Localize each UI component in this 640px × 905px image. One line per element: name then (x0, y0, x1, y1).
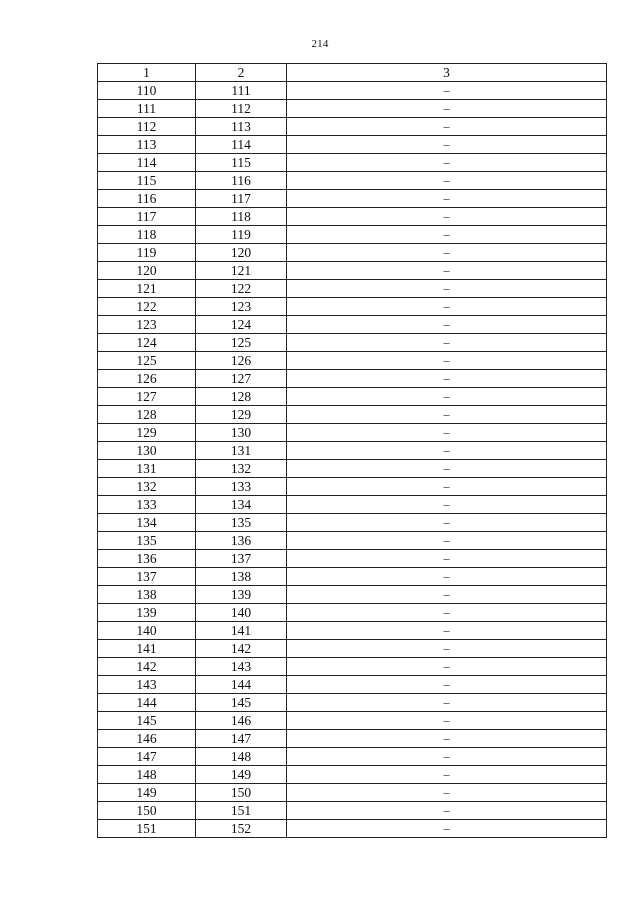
table-cell-col-1: 119 (98, 244, 196, 262)
table-cell-col-3: – (287, 442, 607, 460)
table-cell-col-2: 146 (196, 712, 287, 730)
table-cell-col-2: 114 (196, 136, 287, 154)
table-cell-col-3: – (287, 406, 607, 424)
table-cell-col-2: 136 (196, 532, 287, 550)
table-cell-col-1: 129 (98, 424, 196, 442)
table-cell-col-3: – (287, 370, 607, 388)
table-cell-col-3: – (287, 730, 607, 748)
table-cell-col-3: – (287, 784, 607, 802)
table-body (98, 82, 607, 838)
table-cell-col-2: 148 (196, 748, 287, 766)
table-cell-col-3: – (287, 622, 607, 640)
table-cell-col-3: – (287, 658, 607, 676)
table-cell-col-2: 112 (196, 100, 287, 118)
table-row (98, 82, 607, 100)
table-row (98, 550, 607, 568)
table-cell-col-1: 150 (98, 802, 196, 820)
table-cell-col-1: 135 (98, 532, 196, 550)
table-row (98, 226, 607, 244)
table-cell-col-1: 123 (98, 316, 196, 334)
table-cell-col-1: 136 (98, 550, 196, 568)
table-cell-col-2: 140 (196, 604, 287, 622)
table-cell-col-2: 144 (196, 676, 287, 694)
table-cell-col-2: 128 (196, 388, 287, 406)
table-cell-col-2: 143 (196, 658, 287, 676)
table-row (98, 658, 607, 676)
table-cell-col-3: – (287, 640, 607, 658)
table-cell-col-2: 152 (196, 820, 287, 838)
table-row (98, 730, 607, 748)
table-cell-col-1: 124 (98, 334, 196, 352)
table-cell-col-1: 143 (98, 676, 196, 694)
table-cell-col-2: 135 (196, 514, 287, 532)
table-cell-col-3: – (287, 118, 607, 136)
table-cell-col-3: – (287, 154, 607, 172)
table-cell-col-1: 111 (98, 100, 196, 118)
table-cell-col-1: 126 (98, 370, 196, 388)
table-row (98, 262, 607, 280)
table-cell-col-2: 138 (196, 568, 287, 586)
table-cell-col-1: 120 (98, 262, 196, 280)
table-row (98, 172, 607, 190)
table-cell-col-2: 122 (196, 280, 287, 298)
table-row (98, 406, 607, 424)
table-row (98, 424, 607, 442)
table-cell-col-1: 151 (98, 820, 196, 838)
table-cell-col-3: – (287, 298, 607, 316)
table-cell-col-2: 132 (196, 460, 287, 478)
table-row (98, 604, 607, 622)
table-cell-col-3: – (287, 190, 607, 208)
table-row (98, 748, 607, 766)
table-cell-col-1: 122 (98, 298, 196, 316)
table-row (98, 388, 607, 406)
table-cell-col-3: – (287, 208, 607, 226)
column-header-3: 3 (287, 64, 607, 82)
table-header-row (98, 64, 607, 82)
table-row (98, 532, 607, 550)
table-cell-col-3: – (287, 226, 607, 244)
table-cell-col-2: 118 (196, 208, 287, 226)
table-cell-col-2: 133 (196, 478, 287, 496)
table-row (98, 802, 607, 820)
table-row (98, 136, 607, 154)
table-cell-col-3: – (287, 514, 607, 532)
table-cell-col-3: – (287, 424, 607, 442)
table-cell-col-2: 121 (196, 262, 287, 280)
table-cell-col-3: – (287, 82, 607, 100)
table-row (98, 154, 607, 172)
table-cell-col-2: 131 (196, 442, 287, 460)
table-row (98, 442, 607, 460)
table-cell-col-3: – (287, 496, 607, 514)
table-cell-col-2: 139 (196, 586, 287, 604)
table-cell-col-3: – (287, 478, 607, 496)
table-cell-col-1: 134 (98, 514, 196, 532)
table-cell-col-3: – (287, 280, 607, 298)
page-number: 214 (311, 38, 329, 50)
table-cell-col-2: 117 (196, 190, 287, 208)
table-cell-col-1: 149 (98, 784, 196, 802)
table-cell-col-1: 128 (98, 406, 196, 424)
table-cell-col-1: 131 (98, 460, 196, 478)
table-cell-col-3: – (287, 550, 607, 568)
table-cell-col-2: 147 (196, 730, 287, 748)
table-cell-col-1: 140 (98, 622, 196, 640)
table-row (98, 496, 607, 514)
table-row (98, 586, 607, 604)
column-header-1: 1 (98, 64, 196, 82)
table-row (98, 190, 607, 208)
table-cell-col-2: 151 (196, 802, 287, 820)
table-cell-col-1: 113 (98, 136, 196, 154)
table-cell-col-1: 141 (98, 640, 196, 658)
table-cell-col-1: 138 (98, 586, 196, 604)
table-cell-col-1: 121 (98, 280, 196, 298)
table-cell-col-3: – (287, 334, 607, 352)
table-cell-col-3: – (287, 568, 607, 586)
table-row (98, 370, 607, 388)
table-row (98, 676, 607, 694)
table-row (98, 100, 607, 118)
table-cell-col-2: 141 (196, 622, 287, 640)
table-cell-col-2: 126 (196, 352, 287, 370)
table-cell-col-3: – (287, 712, 607, 730)
table-cell-col-2: 120 (196, 244, 287, 262)
table-cell-col-2: 130 (196, 424, 287, 442)
table-row (98, 298, 607, 316)
table-cell-col-2: 111 (196, 82, 287, 100)
table-cell-col-3: – (287, 262, 607, 280)
table-cell-col-1: 145 (98, 712, 196, 730)
table-cell-col-3: – (287, 586, 607, 604)
table-cell-col-1: 112 (98, 118, 196, 136)
table-cell-col-3: – (287, 694, 607, 712)
table-row (98, 514, 607, 532)
table-cell-col-2: 134 (196, 496, 287, 514)
table-cell-col-2: 124 (196, 316, 287, 334)
table-cell-col-2: 123 (196, 298, 287, 316)
table-cell-col-3: – (287, 460, 607, 478)
table-row (98, 712, 607, 730)
table-cell-col-1: 133 (98, 496, 196, 514)
table-cell-col-1: 137 (98, 568, 196, 586)
table-row (98, 694, 607, 712)
table-cell-col-3: – (287, 172, 607, 190)
table-row (98, 784, 607, 802)
table-cell-col-3: – (287, 802, 607, 820)
table-cell-col-1: 116 (98, 190, 196, 208)
table-row (98, 334, 607, 352)
table-cell-col-1: 146 (98, 730, 196, 748)
table-row (98, 622, 607, 640)
table-cell-col-2: 145 (196, 694, 287, 712)
table-row (98, 460, 607, 478)
table-cell-col-2: 129 (196, 406, 287, 424)
table-cell-col-1: 118 (98, 226, 196, 244)
table-cell-col-2: 125 (196, 334, 287, 352)
table-cell-col-3: – (287, 676, 607, 694)
table-cell-col-1: 147 (98, 748, 196, 766)
table-cell-col-3: – (287, 748, 607, 766)
table-row (98, 820, 607, 838)
table-cell-col-3: – (287, 100, 607, 118)
table-cell-col-3: – (287, 316, 607, 334)
table-cell-col-2: 115 (196, 154, 287, 172)
data-table (97, 63, 607, 838)
table-cell-col-1: 132 (98, 478, 196, 496)
table-row (98, 316, 607, 334)
table-cell-col-3: – (287, 244, 607, 262)
table-row (98, 568, 607, 586)
table-cell-col-1: 127 (98, 388, 196, 406)
table-cell-col-2: 119 (196, 226, 287, 244)
table-cell-col-1: 115 (98, 172, 196, 190)
table-cell-col-1: 117 (98, 208, 196, 226)
table-row (98, 244, 607, 262)
table-cell-col-3: – (287, 136, 607, 154)
table-cell-col-1: 130 (98, 442, 196, 460)
table-cell-col-2: 150 (196, 784, 287, 802)
table-cell-col-3: – (287, 388, 607, 406)
table-cell-col-3: – (287, 766, 607, 784)
table-cell-col-3: – (287, 820, 607, 838)
table-cell-col-3: – (287, 352, 607, 370)
table-row (98, 766, 607, 784)
table-row (98, 118, 607, 136)
table-cell-col-2: 116 (196, 172, 287, 190)
table-cell-col-2: 149 (196, 766, 287, 784)
table-cell-col-3: – (287, 604, 607, 622)
table-row (98, 280, 607, 298)
table-cell-col-1: 110 (98, 82, 196, 100)
table-cell-col-1: 125 (98, 352, 196, 370)
column-header-2: 2 (196, 64, 287, 82)
table-cell-col-1: 148 (98, 766, 196, 784)
table-cell-col-2: 137 (196, 550, 287, 568)
table-cell-col-1: 142 (98, 658, 196, 676)
table-cell-col-1: 114 (98, 154, 196, 172)
table-cell-col-3: – (287, 532, 607, 550)
table-cell-col-2: 142 (196, 640, 287, 658)
table-row (98, 208, 607, 226)
table-cell-col-2: 127 (196, 370, 287, 388)
table-row (98, 352, 607, 370)
table-row (98, 640, 607, 658)
table-cell-col-1: 139 (98, 604, 196, 622)
table-cell-col-2: 113 (196, 118, 287, 136)
table-row (98, 478, 607, 496)
table-cell-col-1: 144 (98, 694, 196, 712)
